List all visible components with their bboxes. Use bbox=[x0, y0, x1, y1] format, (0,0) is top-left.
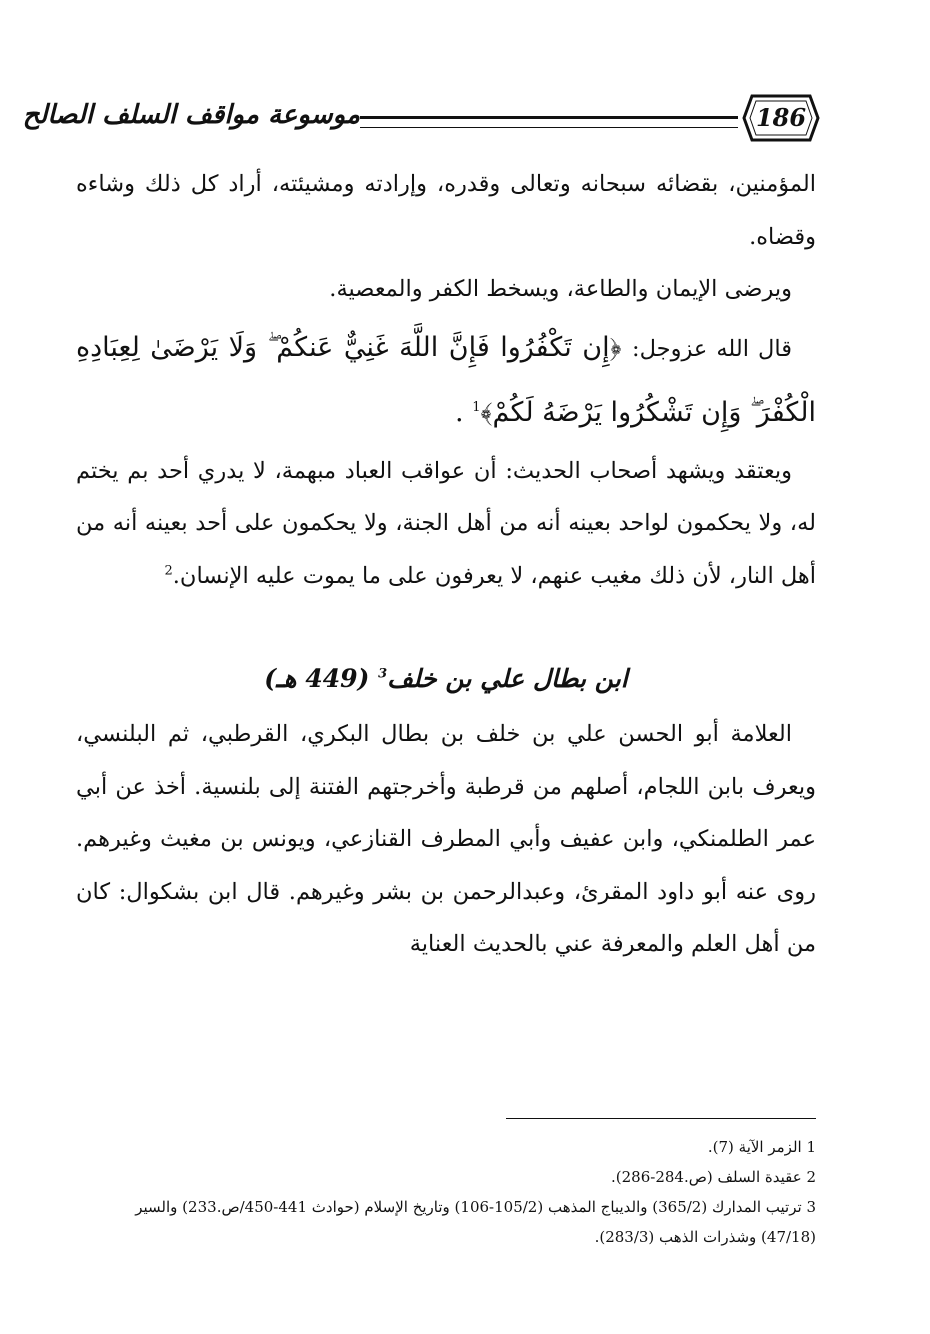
section-heading bbox=[76, 650, 816, 708]
paragraph-2: ويرضى الإيمان والطاعة، ويسخط الكفر والمعصية. bbox=[329, 276, 792, 302]
page-number-badge bbox=[742, 92, 820, 144]
footnote-1: 1 الزمر الآية (7). bbox=[707, 1138, 816, 1156]
paragraph-4: العلامة أبو الحسن علي بن خلف بن بطال البكري، القرطبي، ثم البلنسي، ويعرف بابن اللجام، أصلهم من قرطبة وأخرجتهم الفتنة إلى بلنسية. أخذ عن أبي عمر الطلمنكي، وابن عفيف وأبي المطرف القنازعي، ويونس بن مغيث وغيرهم. روى عنه أبو داود المقرئ، وعبدالرحمن بن بشر وغيرهم. قال ابن بشكوال: كان من أهل العلم والمعرفة عني بالحديث العناية bbox=[76, 721, 816, 957]
page-header bbox=[22, 92, 820, 154]
heading-text: ابن بطال علي بن خلف bbox=[387, 664, 628, 693]
footnote-ref-2: 2 bbox=[164, 563, 173, 578]
header-rule bbox=[360, 116, 738, 128]
heading-year: (449 هـ) bbox=[264, 664, 370, 693]
footnote-3: 3 ترتيب المدارك (365/2) والديباج المذهب (105/2-106) وتاريخ الإسلام (حوادث 441-450/ص.233) والسير (47/18) وشذرات الذهب (283/3). bbox=[135, 1198, 816, 1246]
footnote-ref-1: 1 bbox=[472, 399, 481, 415]
quran-text: ﴿إِن تَكْفُرُوا فَإِنَّ اللَّهَ غَنِيٌّ عَنكُمْ ۖ وَلَا يَرْضَىٰ لِعِبَادِهِ الْكُفْرَ ۖ وَإِن تَشْكُرُوا يَرْضَهُ لَكُمْ﴾ bbox=[76, 331, 816, 428]
footnote-list bbox=[76, 1132, 816, 1252]
paragraph-3-text: ويعتقد ويشهد أصحاب الحديث: أن عواقب العباد مبهمة، لا يدري أحد بم يختم له، ولا يحكمون لواحد بعينه أنه من أهل الجنة، ولا يحكمون على أحد بعينه أنه من أهل النار، لأن ذلك مغيب عنهم، لا يعرفون على ما يموت عليه الإنسان. bbox=[76, 457, 816, 589]
footnote-2: 2 عقيدة السلف (ص.284-286). bbox=[611, 1168, 816, 1186]
footnote-ref-3: 3 bbox=[378, 666, 388, 682]
quran-verse bbox=[76, 316, 816, 445]
page-number: 186 bbox=[755, 103, 807, 132]
paragraph-3 bbox=[76, 445, 816, 603]
quran-end: . bbox=[455, 396, 464, 428]
main-text bbox=[76, 158, 816, 971]
quran-intro: قال الله عزوجل: bbox=[632, 335, 792, 362]
section-spacer bbox=[76, 602, 816, 650]
footnote-rule bbox=[506, 1118, 816, 1119]
book-title: موسوعة مواقف السلف الصالح bbox=[22, 100, 360, 130]
paragraph-1: المؤمنين، بقضائه سبحانه وتعالى وقدره، وإرادته ومشيئته، أراد كل ذلك وشاءه وقضاه. bbox=[76, 171, 816, 250]
